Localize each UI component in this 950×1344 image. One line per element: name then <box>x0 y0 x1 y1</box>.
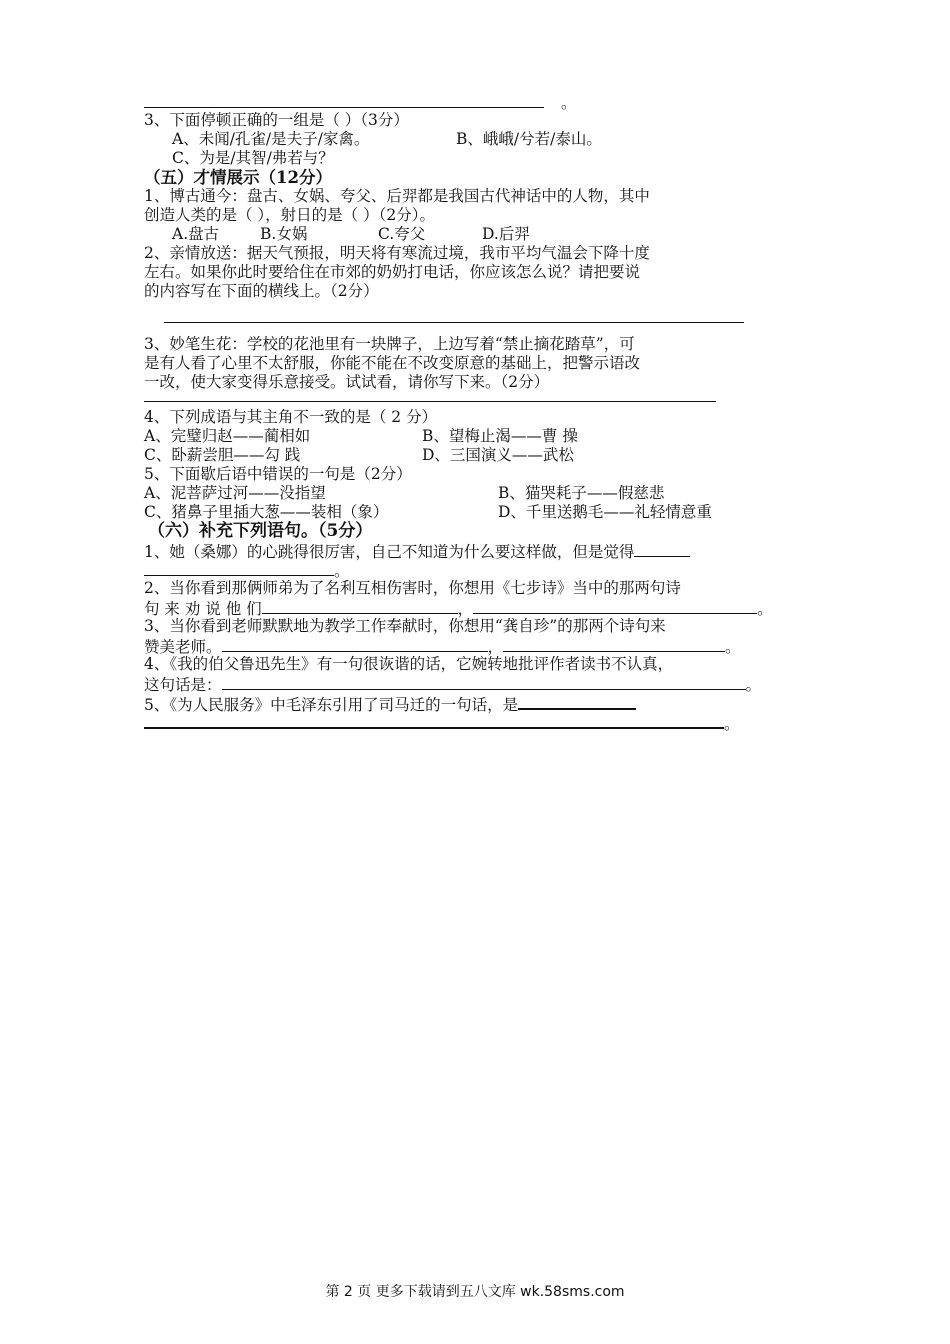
option-b: B、峨峨/兮若/泰山。 <box>456 130 602 148</box>
sec5-q5-options-ab <box>144 484 809 503</box>
sentence-text: 5、《为人民服务》中毛泽东引用了司马迁的一句话，是 <box>144 696 519 714</box>
sec6-s4-line1: 4、《我的伯父鲁迅先生》有一句很诙谐的话，它婉转地批评作者读书不认真， <box>144 655 674 673</box>
option-d: D、三国演义——武松 <box>422 446 574 464</box>
option-d: D.后羿 <box>482 225 530 243</box>
fill-blank[interactable] <box>262 598 458 614</box>
option-d: D、千里送鹅毛——礼轻情意重 <box>498 503 712 521</box>
option-a: A、完璧归赵——蔺相如 <box>144 427 311 445</box>
option-c: C、卧薪尝胆——勾 践 <box>144 446 301 464</box>
section-6-title: （六）补充下列语句。（5分） <box>148 521 373 541</box>
end-mark: 。 <box>745 676 762 694</box>
answer-line[interactable] <box>164 321 744 323</box>
page-footer: 第 2 页 更多下载请到五八文库 wk.58sms.com <box>325 1284 625 1300</box>
option-b: B、望梅止渴——曹 操 <box>422 427 578 445</box>
sec5-q4-stem: 4、下列成语与其主角不一致的是（ 2 分） <box>144 408 438 426</box>
sec6-s3-line1: 3、当你看到老师默默地为教学工作奉献时，你想用“龚自珍”的那两个诗句来 <box>144 617 666 635</box>
sentence-text: 这句话是： <box>144 676 222 694</box>
sec5-q5-stem: 5、下面歇后语中错误的一句是（2分） <box>144 465 412 483</box>
sec5-q3-line1: 3、妙笔生花：学校的花池里有一块牌子，上边写着“禁止摘花踏草”，可 <box>144 335 635 353</box>
sec5-q5-options-cd <box>144 503 809 522</box>
option-a: A、泥菩萨过河——没指望 <box>144 484 326 502</box>
fill-blank[interactable] <box>503 636 725 652</box>
q3-pause-stem: 3、下面停顿正确的一组是（ ）（3分） <box>144 111 409 129</box>
option-a: A.盘古 <box>172 225 220 243</box>
fill-blank[interactable] <box>222 636 488 652</box>
sec5-q2-line3: 的内容写在下面的横线上。（2分） <box>144 282 379 300</box>
fill-blank[interactable] <box>144 560 334 576</box>
fill-blank[interactable] <box>144 712 724 729</box>
sec5-q2-answer <box>144 301 809 335</box>
fill-blank[interactable] <box>634 541 690 557</box>
top-answer-line <box>144 92 809 111</box>
sec5-q1-line1: 1、博古通今：盘古、女娲、夸父、后羿都是我国古代神话中的人物，其中 <box>144 187 650 205</box>
sec5-q4-options-cd <box>144 446 809 465</box>
end-mark: 。 <box>334 562 350 580</box>
end-mark: 。 <box>757 600 773 618</box>
section-5-title: （五）才情展示（12分） <box>144 168 332 187</box>
fill-blank[interactable] <box>518 693 636 710</box>
sec6-s4-line2 <box>144 674 809 693</box>
end-mark: 。 <box>724 715 740 733</box>
option-c: C、为是/其智/弗若与？ <box>172 149 334 167</box>
sec5-q4-options-ab <box>144 427 809 446</box>
sec5-q1-line2: 创造人类的是（ ），射日的是（ ）（2分）。 <box>144 206 435 224</box>
sec6-s2-line2 <box>144 598 809 617</box>
sentence-text: 1、她（桑娜）的心跳得很厉害，自己不知道为什么要这样做，但是觉得 <box>144 543 635 561</box>
sec6-s5-line2 <box>144 712 809 731</box>
answer-line[interactable] <box>144 400 716 402</box>
option-c: C、猪鼻子里插大葱——装相（象） <box>144 503 389 521</box>
sec6-s3-line2 <box>144 636 809 655</box>
q3-pause-options-ab <box>144 130 809 149</box>
fill-blank[interactable] <box>222 674 746 690</box>
sec5-q2-line2: 左右。如果你此时要给住在市郊的奶奶打电话，你应该怎么说？请把要说 <box>144 263 641 281</box>
sec6-s1-line2 <box>144 560 809 579</box>
option-b: B.女娲 <box>260 225 308 243</box>
option-c: C.夸父 <box>378 225 426 243</box>
sec5-q3-line3: 一改，使大家变得乐意接受。试试看，请你写下来。（2分） <box>144 373 550 391</box>
comma-mark: ， <box>487 638 504 656</box>
sec6-s2-line1: 2、当你看到那俩师弟为了名利互相伤害时，你想用《七步诗》当中的那两句诗 <box>144 579 681 597</box>
sentence-text: 句 来 劝 说 他 们 <box>144 600 262 618</box>
exam-page <box>144 92 809 731</box>
end-mark: 。 <box>725 638 741 656</box>
sec5-q1-options <box>144 225 809 244</box>
sec5-q2-line1: 2、亲情放送：据天气预报，明天将有寒流过境，我市平均气温会下降十度 <box>144 244 650 262</box>
option-a: A、未闻/孔雀/是夫子/家禽。 <box>172 130 370 148</box>
comma-mark: ， <box>457 600 474 618</box>
answer-blank[interactable] <box>144 92 544 108</box>
end-mark: 。 <box>560 94 577 112</box>
sec5-q3-line2: 是有人看了心里不太舒服，你能不能在不改变原意的基础上，把警示语改 <box>144 354 641 372</box>
option-b: B、猫哭耗子——假慈悲 <box>498 484 665 502</box>
sentence-text: 赞美老师。 <box>144 638 222 656</box>
sec5-q3-answer <box>144 392 809 408</box>
sec6-s1-line1 <box>144 541 809 560</box>
fill-blank[interactable] <box>473 598 757 614</box>
sec6-s5-line1 <box>144 693 809 712</box>
